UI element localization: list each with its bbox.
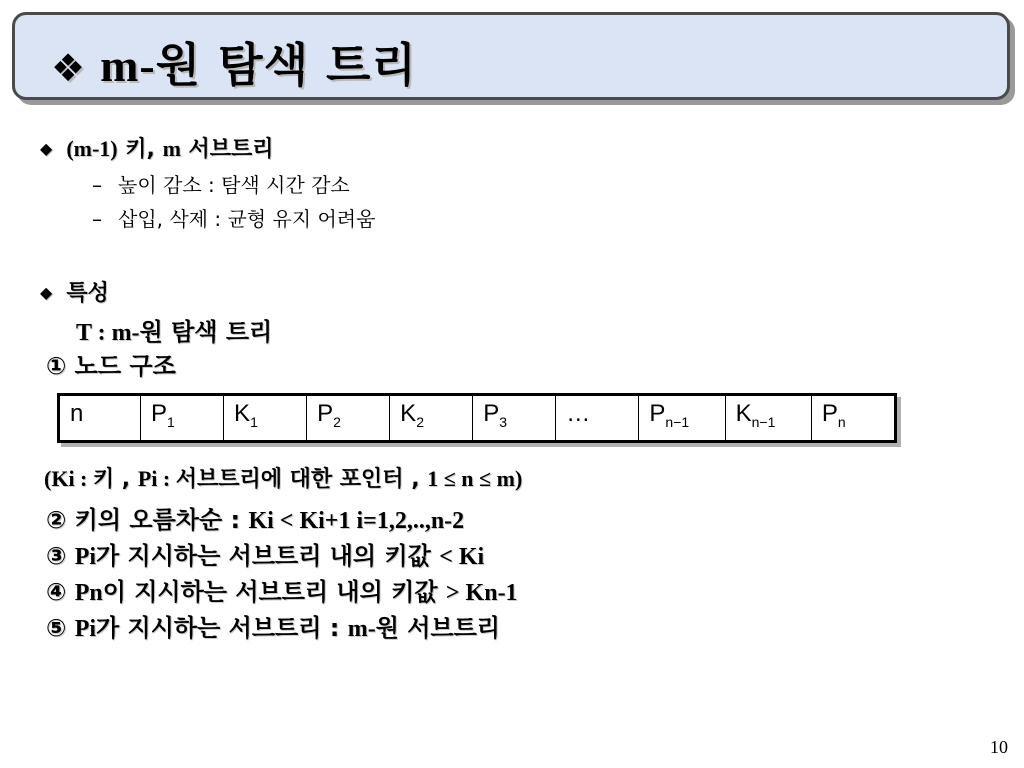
legend-ki: (Ki : — [44, 466, 93, 491]
property-5-num: ⑤ — [46, 614, 75, 642]
table-cell: $K_1$ — [224, 395, 307, 442]
table-cell: $P_{n-1}$ — [639, 395, 725, 442]
property-3 — [46, 536, 484, 571]
section2-heading — [40, 276, 109, 307]
property-3-num: ③ — [46, 542, 75, 570]
table-cell: $P_n$ — [811, 395, 895, 442]
node-structure-table — [57, 393, 897, 443]
property-4-text: 이 지시하는 서브트리 내의 키값 — [102, 578, 446, 606]
t-prefix: T : m- — [76, 320, 140, 346]
section1-prefix: (m-1) — [66, 136, 118, 161]
dash-icon: – — [92, 173, 102, 197]
property-2 — [46, 500, 464, 535]
section2-bullet-icon: ◆ — [40, 283, 53, 302]
t-rest: 원 탐색 트리 — [139, 318, 273, 346]
section1-heading — [40, 132, 274, 163]
table-cell: $K_{n-1}$ — [725, 395, 811, 442]
title-rest: 원 탐색 트리 — [155, 38, 417, 92]
legend-pointer: 서브트리에 대한 포인터 , — [175, 467, 428, 492]
section1-item-text: 높이 감소 : 탐색 시간 감소 — [118, 173, 350, 197]
section1-m: m — [162, 136, 181, 161]
property-2-formula: Ki < Ki+1 i=1,2,..,n-2 — [248, 508, 465, 534]
title-prefix: m- — [100, 40, 156, 91]
table-cell: $P_3$ — [473, 395, 556, 442]
property-4 — [46, 572, 518, 607]
table-cell: $K_2$ — [390, 395, 473, 442]
table-cell: $P_1$ — [140, 395, 223, 442]
property-3-formula: < Ki — [439, 544, 485, 570]
section1-bullet-icon: ◆ — [40, 139, 53, 158]
property-5-rest: 원 서브트리 — [375, 614, 500, 642]
property-2-label: ② 키의 오름차순 : — [46, 506, 249, 534]
table-cell: n — [59, 395, 141, 442]
section2-heading-text: 특성 — [66, 281, 109, 306]
property-4-pn: Pn — [74, 580, 103, 606]
property-4-num: ④ — [46, 578, 75, 606]
diamond-bullet-icon: ❖ — [51, 46, 87, 90]
table-legend — [44, 462, 522, 493]
section1-item — [92, 203, 375, 232]
property-3-text: 가 지시하는 서브트리 내의 키값 — [96, 542, 440, 570]
node-structure-heading: ① 노드 구조 — [46, 352, 176, 380]
legend-range: 1 ≤ n ≤ m) — [427, 466, 523, 491]
table-cell: … — [556, 395, 639, 442]
property-5-text: 가 지시하는 서브트리 : — [96, 614, 348, 642]
legend-key: 키 , — [92, 467, 138, 492]
table-row — [59, 395, 896, 442]
section1-item — [92, 169, 350, 198]
property-5 — [46, 608, 500, 643]
property-5-m: m- — [347, 616, 376, 642]
section1-text2: 서브트리 — [180, 137, 274, 162]
section1-item-text: 삽입, 삭제 : 균형 유지 어려움 — [118, 207, 376, 231]
section1-text1: 키, — [117, 137, 163, 162]
property-3-pi: Pi — [74, 544, 97, 570]
table-cell: $P_2$ — [307, 395, 390, 442]
slide-title — [51, 29, 417, 95]
legend-pi: Pi : — [137, 466, 176, 491]
page-number: 10 — [990, 737, 1008, 757]
title-box — [12, 12, 1010, 100]
property-5-pi: Pi — [74, 616, 97, 642]
property-4-formula: > Kn-1 — [445, 580, 518, 606]
dash-icon: – — [92, 207, 102, 231]
t-definition — [76, 312, 272, 347]
